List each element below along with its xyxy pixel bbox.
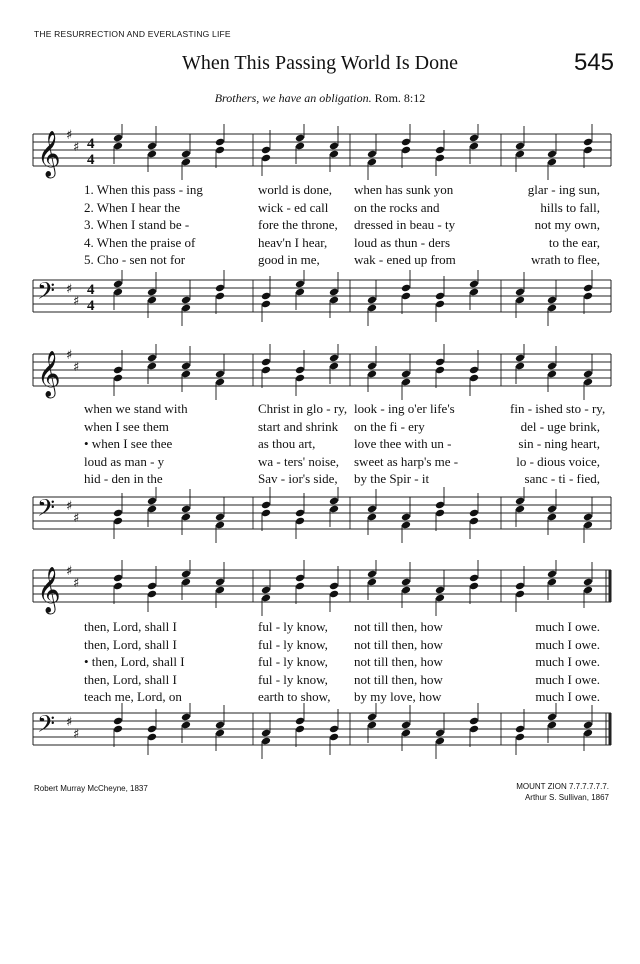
tune-credit <box>516 781 609 803</box>
sharp-icon: ♯ <box>73 511 80 526</box>
time-signature: 4 <box>87 152 95 168</box>
lyric-fragment: love thee with un - <box>354 436 452 451</box>
lyric-fragment: • when I see thee <box>84 436 173 451</box>
lyric-fragment: on the rocks and <box>354 199 440 215</box>
lyric-fragment: not my own, <box>534 217 600 232</box>
lyric-fragment: wick - ed call <box>258 199 329 215</box>
treble-clef-icon: 𝄞 <box>37 351 61 397</box>
lyric-fragment: on the fi - ery <box>354 418 425 434</box>
treble-staff-system-3 <box>0 560 640 616</box>
lyric-fragment: sweet as harp's me - <box>354 453 459 469</box>
lyric-fragment: much I owe. <box>535 654 600 669</box>
bass-staff-system-1 <box>0 270 640 326</box>
lyric-fragment: much I owe. <box>535 689 600 704</box>
treble-clef-icon: 𝄞 <box>37 567 61 613</box>
lyric-fragment: when I see them <box>84 418 169 434</box>
lyric-fragment: when has sunk yon <box>354 182 454 197</box>
time-signature: 4 <box>87 282 95 298</box>
sharp-icon: ♯ <box>66 715 73 730</box>
lyric-fragment: then, Lord, shall I <box>84 671 177 687</box>
sharp-icon: ♯ <box>66 282 73 297</box>
time-signature: 4 <box>87 298 95 314</box>
lyric-fragment: • then, Lord, shall I <box>84 654 185 669</box>
lyric-fragment: world is done, <box>258 182 333 197</box>
lyric-fragment: not till then, how <box>354 654 443 669</box>
lyric-fragment: wak - ened up from <box>354 252 456 267</box>
sharp-icon: ♯ <box>73 727 80 742</box>
lyric-fragment: Christ in glo - ry, <box>258 401 348 416</box>
lyric-fragment: wa - ters' noise, <box>258 453 340 469</box>
lyric-fragment: by the Spir - it <box>354 471 430 486</box>
lyric-fragment: hills to fall, <box>540 199 600 215</box>
lyric-fragment: Sav - ior's side, <box>258 471 338 486</box>
lyric-fragment: good in me, <box>258 252 320 267</box>
lyric-fragment: wrath to flee, <box>531 252 600 267</box>
bass-clef-icon: 𝄢 <box>37 494 56 527</box>
lyric-fragment: hid - den in the <box>84 471 163 486</box>
lyric-fragment: look - ing o'er life's <box>354 401 455 416</box>
sharp-icon: ♯ <box>73 576 80 591</box>
bass-clef-icon: 𝄢 <box>37 277 56 310</box>
sharp-icon: ♯ <box>66 128 73 143</box>
lyric-fragment: then, Lord, shall I <box>84 636 177 652</box>
lyric-fragment: much I owe. <box>535 671 600 687</box>
lyric-fragment: teach me, Lord, on <box>84 689 182 704</box>
lyric-fragment: fore the throne, <box>258 217 338 232</box>
sharp-icon: ♯ <box>73 360 80 375</box>
lyric-fragment: dressed in beau - ty <box>354 217 456 232</box>
treble-staff-system-1 <box>0 124 640 180</box>
lyric-fragment: lo - dious voice, <box>516 453 600 469</box>
composer-credit: Arthur S. Sullivan, 1867 <box>524 793 609 802</box>
lyric-fragment: not till then, how <box>354 671 443 687</box>
hymn-number: 545 <box>573 49 614 76</box>
epigraph <box>0 91 640 106</box>
lyric-fragment: ful - ly know, <box>258 654 328 669</box>
lyric-fragment: then, Lord, shall I <box>84 619 177 634</box>
lyric-fragment: when we stand with <box>84 401 188 416</box>
treble-staff-system-2 <box>0 344 640 400</box>
lyric-fragment: 2. When I hear the <box>84 199 181 215</box>
lyric-fragment: ful - ly know, <box>258 671 328 687</box>
lyric-fragment: much I owe. <box>535 636 600 652</box>
sharp-icon: ♯ <box>73 140 80 155</box>
author-credit: Robert Murray McCheyne, 1837 <box>34 784 148 793</box>
lyric-fragment: start and shrink <box>258 418 339 434</box>
lyric-fragment: 4. When the praise of <box>84 234 196 250</box>
lyric-fragment: as thou art, <box>258 436 316 451</box>
lyric-fragment: 1. When this pass - ing <box>84 182 203 197</box>
lyric-fragment: ful - ly know, <box>258 636 328 652</box>
lyric-fragment: sin - ning heart, <box>518 436 600 451</box>
tune-name: MOUNT ZION 7.7.7.7.7.7. <box>516 782 609 791</box>
lyric-fragment: earth to show, <box>258 689 331 704</box>
lyric-fragment: glar - ing sun, <box>527 182 600 197</box>
lyric-fragment: 3. When I stand be - <box>84 217 190 232</box>
section-header: THE RESURRECTION AND EVERLASTING LIFE <box>34 29 231 39</box>
sharp-icon: ♯ <box>73 294 80 309</box>
bass-staff-system-3 <box>0 703 640 759</box>
epigraph-quote: Brothers, we have an obligation. <box>214 91 372 105</box>
lyric-fragment: loud as thun - ders <box>354 234 451 250</box>
sharp-icon: ♯ <box>66 348 73 363</box>
lyric-fragment: 5. Cho - sen not for <box>84 252 186 267</box>
lyric-fragment: heav'n I hear, <box>258 234 328 250</box>
lyric-fragment: loud as man - y <box>84 453 165 469</box>
lyric-fragment: much I owe. <box>535 619 600 634</box>
lyric-fragment: by my love, how <box>354 689 442 704</box>
lyric-fragment: sanc - ti - fied, <box>524 471 600 486</box>
time-signature: 4 <box>87 136 95 152</box>
lyric-fragment: del - uge brink, <box>520 418 600 434</box>
bass-clef-icon: 𝄢 <box>37 710 56 743</box>
treble-clef-icon: 𝄞 <box>37 131 61 177</box>
lyric-fragment: to the ear, <box>548 234 600 250</box>
bass-staff-system-2 <box>0 487 640 543</box>
lyric-fragment: not till then, how <box>354 619 443 634</box>
sharp-icon: ♯ <box>66 499 73 514</box>
hymn-title: When This Passing World Is Done <box>182 52 458 74</box>
lyric-fragment: fin - ished sto - ry, <box>510 401 606 416</box>
lyric-fragment: not till then, how <box>354 636 443 652</box>
epigraph-reference: Rom. 8:12 <box>374 91 426 105</box>
sharp-icon: ♯ <box>66 564 73 579</box>
lyric-fragment: ful - ly know, <box>258 619 328 634</box>
